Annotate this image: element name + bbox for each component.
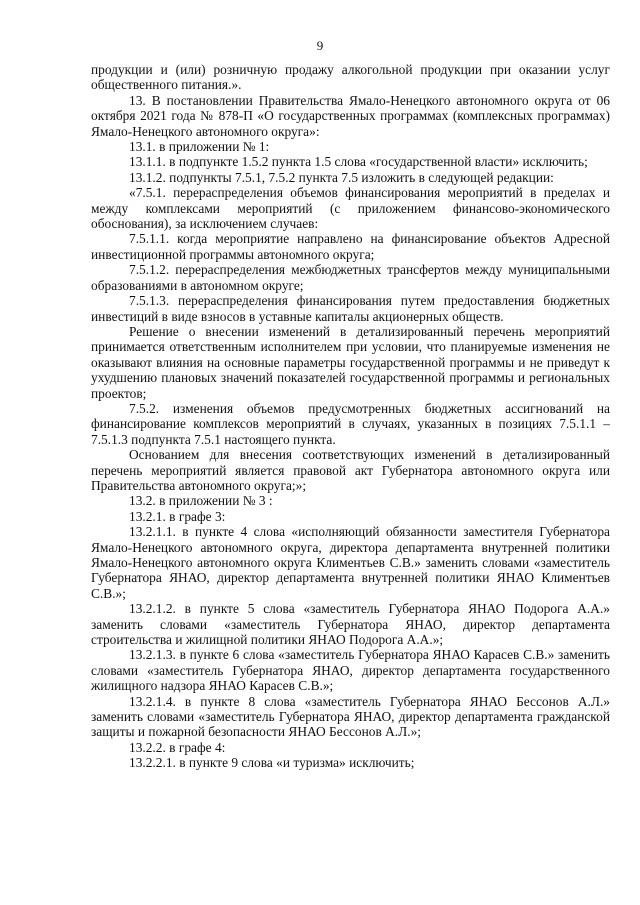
- paragraph-basis: Основанием для внесения соответствующих изменений в детализированный перечень мероприятий является правовой акт Губернатора автономного округа или Правительства автономного округа;»;: [91, 447, 610, 493]
- page-number: 9: [316, 38, 324, 53]
- paragraph-13-1: 13.1. в приложении № 1:: [129, 139, 270, 155]
- paragraph-13-2-1-2: 13.2.1.2. в пункте 5 слова «заместитель Губернатора ЯНАО Подорога А.А.» заменить словами «заместитель Губернатора ЯНАО, директор департамента строительства и жилищной политики ЯНАО Подорога А.А.»;: [91, 601, 610, 648]
- paragraph-13-2-2-1: 13.2.2.1. в пункте 9 слова «и туризма» исключить;: [129, 755, 415, 771]
- paragraph-13-1-1: 13.1.1. в подпункте 1.5.2 пункта 1.5 слова «государственной власти» исключить;: [129, 154, 588, 170]
- paragraph-7-5-1: «7.5.1. перераспределения объемов финансирования мероприятий в пределах и между комплексами мероприятий (с приложением финансово-экономического обоснования), за исключением случаев:: [91, 185, 610, 232]
- paragraph-decision: Решение о внесении изменений в детализированный перечень мероприятий принимается ответственным исполнителем при условии, что планируемые изменения не оказывают влияния на основные параметры государственной программы и не приведут к ухудшению плановых значений показателей государственной программы и региональных проектов;: [91, 323, 610, 401]
- paragraph-13: 13. В постановлении Правительства Ямало-Ненецкого автономного округа от 06 октября 2021 года № 878-П «О государственных программах (комплексных программах) Ямало-Ненецкого автономного округа»:: [91, 92, 610, 139]
- paragraph-13-2-1-3: 13.2.1.3. в пункте 6 слова «заместитель Губернатора ЯНАО Карасев С.В.» заменить словами «заместитель Губернатора ЯНАО, директор департамента государственного жилищного надзора ЯНАО Карасев С.В.»;: [91, 647, 610, 694]
- paragraph-7-5-1-1: 7.5.1.1. когда мероприятие направлено на финансирование объектов Адресной инвестиционной программы автономного округа;: [91, 231, 610, 262]
- document-body: [91, 62, 610, 771]
- paragraph-13-2-1-4: 13.2.1.4. в пункте 8 слова «заместитель Губернатора ЯНАО Бессонов А.Л.» заменить словами «заместитель Губернатора ЯНАО, директор департамента гражданской защиты и пожарной безопасности ЯНАО Бессонов А.Л.»;: [91, 693, 610, 740]
- paragraph-7-5-1-3: 7.5.1.3. перераспределения финансирования путем предоставления бюджетных инвестиций в виде взносов в уставные капиталы акционерных обществ.: [91, 293, 610, 324]
- paragraph-7-5-2: 7.5.2. изменения объемов предусмотренных бюджетных ассигнований на финансирование комплексов мероприятий в случаях, указанных в позициях 7.5.1.1 – 7.5.1.3 подпункта 7.5.1 настоящего пункта.: [91, 400, 610, 447]
- paragraph-13-2-1: 13.2.1. в графе 3:: [129, 508, 226, 524]
- paragraph-13-2-1-1: 13.2.1.1. в пункте 4 слова «исполняющий обязанности заместителя Губернатора Ямало-Ненецкого автономного округа, директора департамента внутренней политики Ямало-Ненецкого автономного округа Климентьев С.В.» заменить словами «заместитель Губернатора ЯНАО, директор департамента внутренней политики ЯНАО Климентьев С.В.»;: [91, 524, 610, 601]
- paragraph-7-5-1-2: 7.5.1.2. перераспределения межбюджетных трансфертов между муниципальными образованиями в автономном округе;: [91, 262, 610, 293]
- paragraph-13-2: 13.2. в приложении № 3 :: [129, 493, 273, 509]
- paragraph-13-1-2: 13.1.2. подпункты 7.5.1, 7.5.2 пункта 7.5 изложить в следующей редакции:: [129, 169, 554, 185]
- paragraph-13-2-2: 13.2.2. в графе 4:: [129, 739, 226, 755]
- paragraph-continuation: продукции и (или) розничную продажу алкогольной продукции при оказании услуг общественного питания.».: [91, 62, 610, 93]
